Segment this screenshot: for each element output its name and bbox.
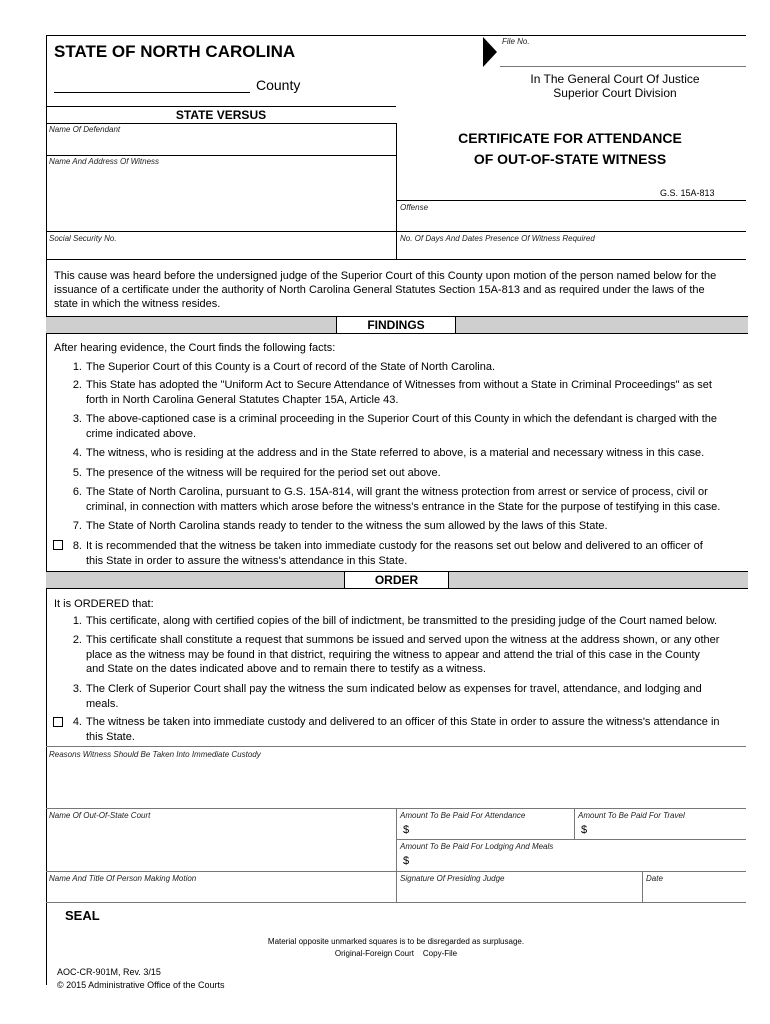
lodging-label: Amount To Be Paid For Lodging And Meals [400, 842, 554, 851]
form-number: AOC-CR-901M, Rev. 3/15 [57, 967, 161, 977]
signature-row-bottom [46, 902, 746, 903]
order-bar [46, 571, 748, 589]
attendance-dollar: $ [403, 824, 410, 836]
reasons-field[interactable] [47, 760, 745, 806]
court-line-1: In The General Court Of Justice [530, 72, 700, 86]
state-versus-top [46, 106, 396, 107]
state-versus-heading: STATE VERSUS [175, 108, 267, 122]
offense-label: Offense [400, 203, 429, 212]
intro-line-2: issuance of a certificate under the authority of North Carolina General Statutes Section 15A-813 and as required under the laws of the [54, 284, 705, 296]
days-label: No. Of Days And Dates Presence Of Witness Required [400, 234, 595, 243]
top-border [46, 35, 746, 36]
person-label: Name And Title Of Person Making Motion [49, 874, 197, 883]
defendant-field[interactable] [47, 134, 395, 154]
days-field[interactable] [398, 243, 744, 255]
court-name [490, 72, 740, 100]
date-divider [642, 871, 643, 902]
state-title: STATE OF NORTH CAROLINA [54, 42, 296, 61]
county-field[interactable] [54, 92, 250, 93]
reasons-label: Reasons Witness Should Be Taken Into Immediate Custody [49, 750, 261, 759]
lodging-top [396, 839, 746, 840]
attendance-field[interactable] [412, 822, 572, 838]
date-field[interactable] [644, 884, 744, 900]
court-label: Name Of Out-Of-State Court [49, 811, 151, 820]
form-title [400, 128, 740, 170]
attendance-label: Amount To Be Paid For Attendance [400, 811, 526, 820]
state-versus-bottom [46, 123, 396, 124]
reasons-top [46, 746, 746, 747]
travel-divider [574, 808, 575, 839]
lodging-dollar: $ [403, 855, 410, 867]
statute-ref: G.S. 15A-813 [660, 188, 715, 198]
order-4-checkbox[interactable] [53, 717, 63, 727]
seal-label: SEAL [65, 908, 100, 923]
defendant-bottom [46, 155, 396, 156]
header-divider [396, 123, 397, 248]
court-field[interactable] [47, 821, 395, 869]
form-title-line-1: CERTIFICATE FOR ATTENDANCE [458, 130, 682, 146]
file-no-line [500, 66, 746, 67]
signature-field[interactable] [398, 884, 638, 900]
ssn-bottom [46, 259, 746, 260]
footer [57, 966, 225, 992]
lodging-field[interactable] [412, 853, 742, 869]
notes [46, 936, 746, 960]
order-heading: ORDER [344, 571, 449, 589]
person-field[interactable] [47, 884, 395, 900]
finding-8-checkbox[interactable] [53, 540, 63, 550]
file-no-label: File No. [502, 37, 530, 46]
form-title-line-2: OF OUT-OF-STATE WITNESS [473, 151, 667, 167]
signature-label: Signature Of Presiding Judge [400, 874, 505, 883]
findings-bar [46, 316, 748, 334]
date-label: Date [646, 874, 663, 883]
signature-row-top [46, 871, 746, 872]
offense-field[interactable] [398, 212, 744, 230]
intro-line-3: state in which the witness resides. [54, 298, 221, 310]
ssn-field[interactable] [47, 243, 395, 255]
findings-lead: After hearing evidence, the Court finds the following facts: [54, 342, 336, 354]
witness-field[interactable] [47, 166, 395, 230]
witness-label: Name And Address Of Witness [49, 157, 160, 166]
distribution-note: Original-Foreign Court Copy-File [334, 949, 458, 958]
findings-heading: FINDINGS [336, 316, 456, 334]
county-label: County [256, 77, 301, 93]
ssn-label: Social Security No. [49, 234, 117, 243]
copyright: © 2015 Administrative Office of the Courts [57, 980, 225, 990]
file-marker-icon [483, 37, 499, 67]
defendant-label: Name Of Defendant [49, 125, 121, 134]
intro-paragraph [54, 269, 744, 311]
surplusage-note: Material opposite unmarked squares is to be disregarded as surplusage. [267, 937, 525, 946]
court-line-2: Superior Court Division [553, 86, 677, 100]
travel-label: Amount To Be Paid For Travel [578, 811, 685, 820]
ssn-divider [396, 231, 397, 259]
bottom-divider [396, 808, 397, 902]
order-lead: It is ORDERED that: [54, 598, 154, 610]
intro-line-1: This cause was heard before the undersigned judge of the Superior Court of this County upon motion of the person named below for the [54, 270, 717, 282]
offense-top [396, 200, 746, 201]
travel-dollar: $ [581, 824, 588, 836]
travel-field[interactable] [590, 822, 740, 838]
